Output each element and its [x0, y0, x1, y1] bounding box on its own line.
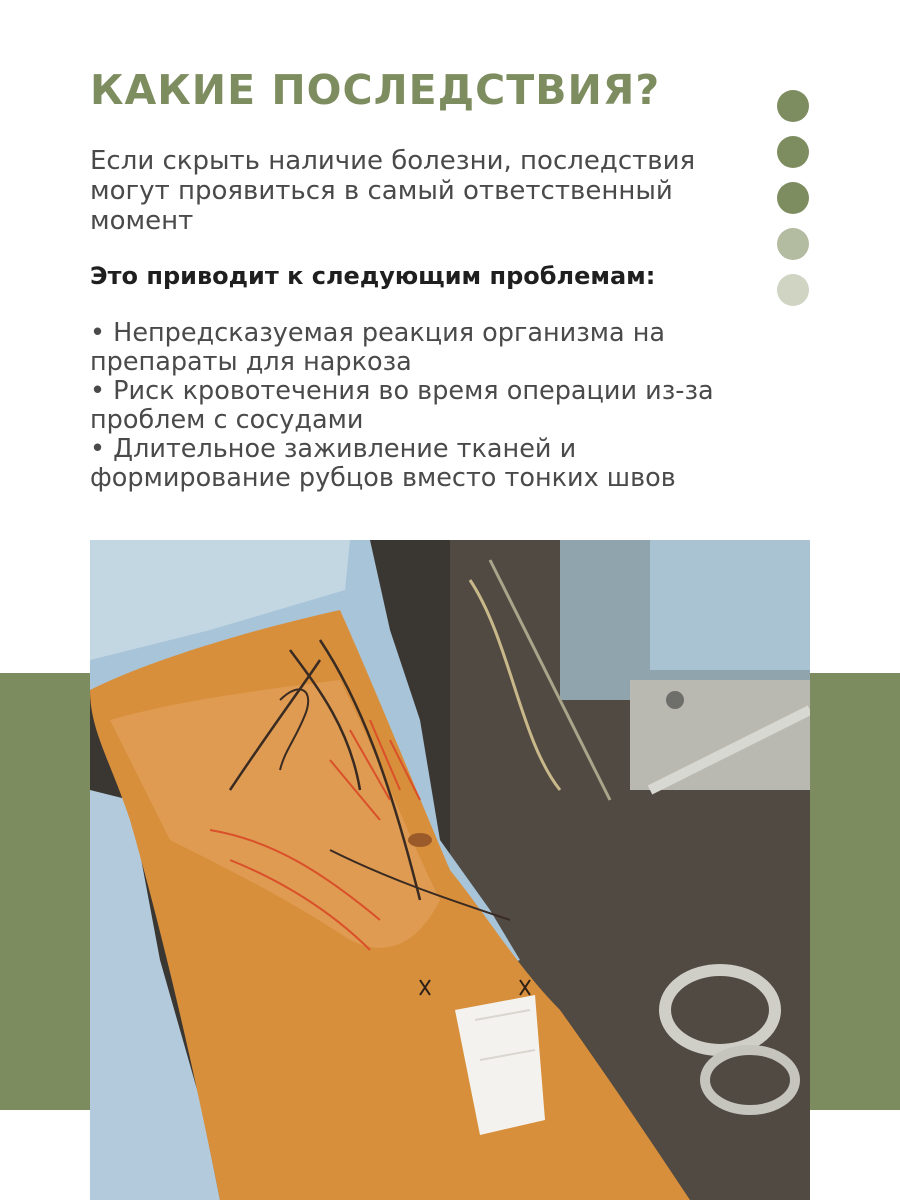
white-device [630, 680, 810, 790]
problems-heading: Это приводит к следующим проблемам: [90, 262, 656, 290]
intro-paragraph: Если скрыть наличие болезни, последствия могут проявиться в самый ответственный момент [90, 146, 696, 236]
navel [408, 833, 432, 847]
device-knob [666, 691, 684, 709]
decorative-dot [777, 136, 809, 168]
decorative-dot [777, 228, 809, 260]
surgery-photo [90, 540, 810, 1200]
decorative-dot [777, 274, 809, 306]
problems-list [90, 319, 770, 493]
list-item: • Непредсказуемая реакция организма на препараты для наркоза [90, 318, 666, 377]
decorative-dots [777, 90, 811, 320]
blue-mask-area [650, 540, 810, 670]
list-item: • Длительное заживление тканей и формирование рубцов вместо тонких швов [90, 434, 676, 493]
decorative-dot [777, 182, 809, 214]
page-title: КАКИЕ ПОСЛЕДСТВИЯ? [90, 66, 661, 114]
decorative-dot [777, 90, 809, 122]
list-item: • Риск кровотечения во время операции из-за проблем с сосудами [90, 376, 714, 435]
